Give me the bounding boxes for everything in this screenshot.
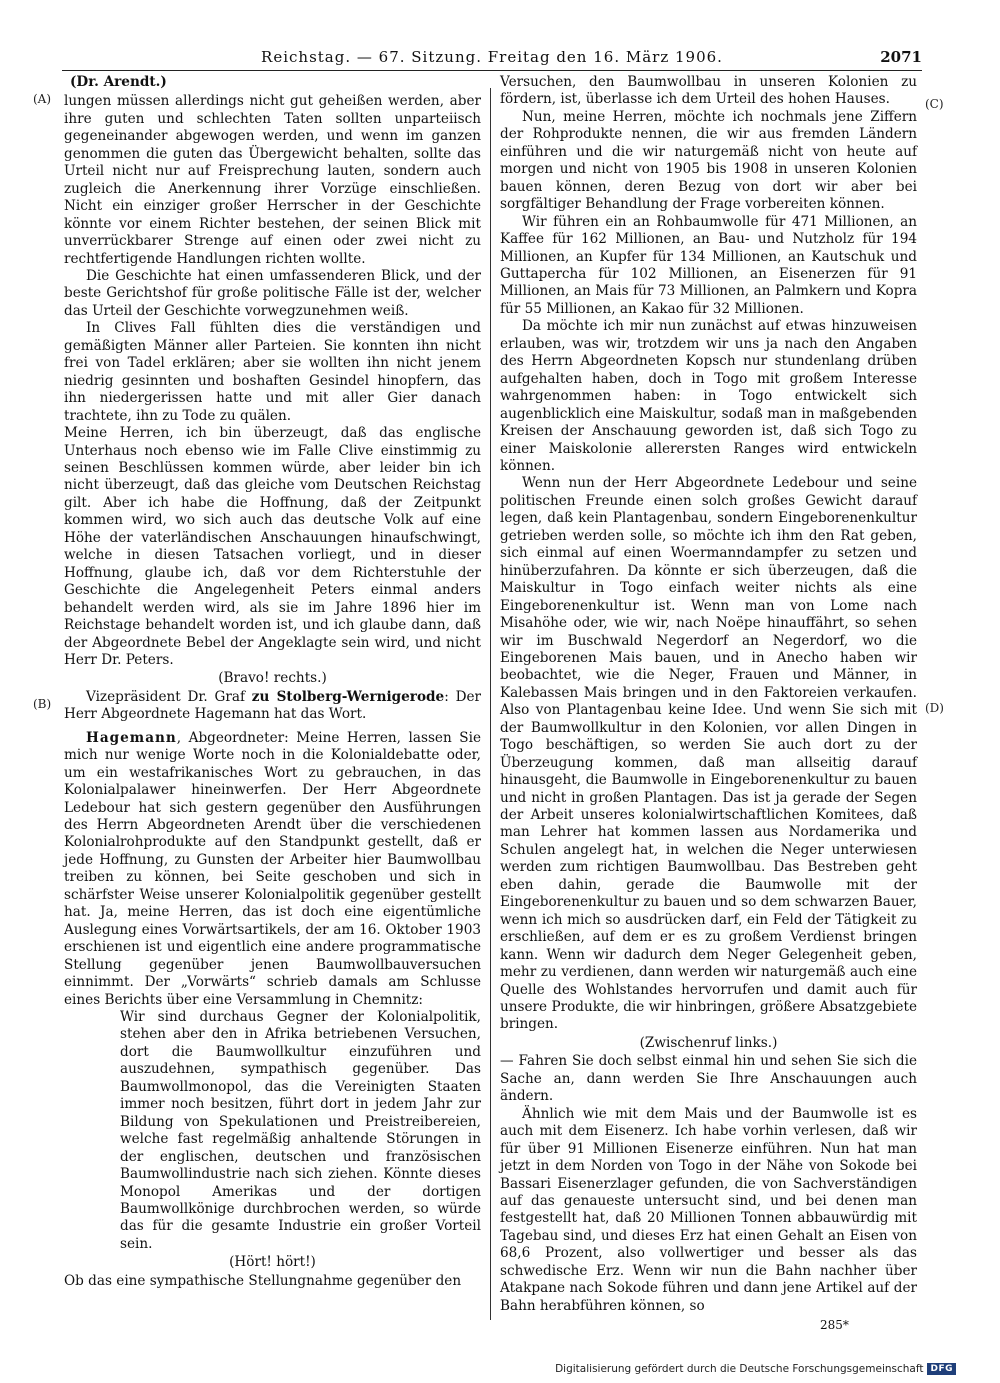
margin-marker-d: (D) [925, 701, 944, 715]
paragraph: Ob das eine sympathische Stellungnahme gegenüber den [64, 1272, 462, 1289]
running-title: Reichstag. — 67. Sitzung. Freitag den 16. März 1906. [261, 48, 723, 66]
vice-president-name: zu Stolberg-Wernigerode [251, 688, 445, 705]
paragraph: In Clives Fall fühlten dies die verständigen und gemäßigten Männer aller Parteien. Sie konnten ihn nicht frei von Tadel erklären; aber sie wollten ihn nicht jenem niedrig gesinnten und boshaften Gesindel hinopfern, das ihn niedergerissen hatte und mit aller Gier danach trachtete, ihn zu Tode zu quälen. [64, 320, 481, 424]
vice-president-text: : Der Herr Abgeordnete Hagemann hat das Wort. [64, 688, 482, 723]
quote-text: Wir sind durchaus Gegner der Kolonialpolitik, stehen aber den in Afrika betriebenen Versuchen, dort die Baumwollkultur einzuführen und auszudehnen, sympathisch gegenüber. Das Baumwollmonopol, das die Vereinigten Staaten immer noch besitzen, führt dort in jedem Jahr zur Bildung von Spekulationen und Preistreibereien, welche fast regelmäßig anhaltende Störungen in der englischen, deutschen und französischen Baumwollindustrie nach sich ziehen. Könnte dieses Monopol Amerikas und der dortigen Baumwollkönige durchbrochen werden, so würde das für die gesamte Industrie ein großer Vorteil sein. [120, 1009, 481, 1252]
paragraph: lungen müssen allerdings nicht gut geheißen werden, aber ihre guten und schlechten Taten sollten unparteiisch gegeneinander abgewogen werden, und wenn im ganzen genommen die guten das Übergewicht behalten, sollte das Urteil nicht nur auf Freisprechung lauten, sondern auch zugleich die Anerkennung ihrer Vorzüge einschließen. Nicht ein einziger großer Herrscher in der Geschichte könnte vor einem Richter bestehen, der seinen Blick mit unverrückbarer Strenge auf einen oder zwei nicht zu rechtfertigende Handlungen richten wollte. [64, 93, 481, 267]
vice-president-prefix: Vizepräsident Dr. Graf [86, 688, 252, 705]
paragraph: Die Geschichte hat einen umfassenderen Blick, und der beste Gerichtshof für große politische Fälle ist der, welcher das Urteil der Geschichte vorwegzunehmen weiß. [64, 267, 481, 319]
block-quote [120, 1009, 481, 1253]
column-divider [490, 88, 491, 1320]
interjection: (Bravo! rechts.) [218, 670, 327, 687]
digitization-footer [555, 1363, 956, 1375]
margin-marker-a: (A) [33, 92, 52, 106]
paragraph: Ähnlich wie mit dem Mais und der Baumwolle ist es auch mit dem Eisenerz. Ich habe vorhin verlesen, daß wir für über 91 Millionen Eisenerze einführen. Nun hat man jetzt in dem Norden von Togo in der Nähe von Sokode bei Bassari Eisenerzlager gefunden, die von Sachverständigen auf das genaueste untersucht sind, und bei denen man festgestellt hat, daß 20 Millionen Tonnen abbauwürdig mit Tagebau sind, und dieses Erz hat einen Gehalt an Eisen von 68,6 Prozent, also vollwertiger und besser als das schwedische Erz. Wenn wir nun die Bahn nachher über Atakpane nach Sokode führen und dann jene Artikel auf der Bahn herabführen können, so [500, 1105, 917, 1314]
paragraph: Versuchen, den Baumwollbau in unseren Kolonien zu fördern, ist, überlasse ich dem Urteil des hohen Hauses. [500, 74, 917, 108]
speaker-paragraph [64, 730, 481, 1009]
margin-marker-b: (B) [33, 697, 52, 711]
speaker-label: (Dr. Arendt.) [70, 74, 167, 90]
interjection: (Zwischenruf links.) [639, 1034, 778, 1051]
right-column [500, 74, 917, 1315]
footer-credit: Digitalisierung gefördert durch die Deutsche Forschungsgemeinschaft [555, 1363, 924, 1375]
speaker-name: Hagemann [86, 729, 177, 746]
dfg-logo-icon: DFG [927, 1363, 956, 1375]
signature-mark: 285* [820, 1318, 849, 1332]
running-header [62, 46, 922, 71]
paragraph: Wir führen ein an Rohbaumwolle für 471 Millionen, an Kaffee für 162 Millionen, an Bau- und Nutzholz für 194 Millionen, an Kupfer für 134 Millionen, an Kautschuk und Guttapercha für 102 Millionen, an Eisenerzen für 91 Millionen, an Mais für 73 Millionen, an Palmkern und Kopra für 55 Millionen, an Kakao für 32 Millionen. [500, 213, 917, 317]
paragraph: Wenn nun der Herr Abgeordnete Ledebour und seine politischen Freunde einen solch großes Gewicht darauf legen, daß kein Plantagenbau, sondern Eingeborenenkultur getrieben werden solle, so möchte ich ihm den Rat geben, sich einmal auf einen Woermanndampfer zu setzen und hinüberzufahren. Da könnte er sich überzeugen, daß die Maiskultur in Togo einfach weiter nichts als eine Eingeborenenkultur ist. Wenn man von Lome nach Misahöhe oder, wie wir, nach Noëpe hinauffährt, so sehen wir im Buschwald Negerdorf an Negerdorf, wo die Eingeborenen Mais bauen, und in Anecho haben wir beobachtet, wie die Neger, Frauen und Männer, in Kalebassen Mais bringen und in den Faktoreien verkaufen. Also von Plantagenbau keine Idee. Und wenn Sie sich mit der Baumwollkultur in den Kolonien, vor allen Dingen in Togo beschäftigen, so werden Sie auch dort zu der Überzeugung kommen, daß man allseitig darauf hinausgeht, die Baumwolle in Eingeborenenkultur zu bauen und nicht in großen Plantagen. Das ist ja gerade der Segen der Arbeit unseres kolonialwirtschaftlichen Komitees, daß man Lehrer hat kommen lassen aus Nordamerika und Schulen angelegt hat, in welchen die Neger unterwiesen werden zum richtigen Baumwollbau. Das Bestreben geht eben dahin, gerade die Baumwolle mit der Eingeborenenkultur zu bauen und so dem schwarzen Bauer, wenn ich mich so ausdrücken darf, ein Feld der Tätigkeit zu erschließen, auf dem er es zu großem Verdienst bringen kann. Wenn wir dadurch dem Neger Gelegenheit geben, mehr zu verdienen, dann werden wir naturgemäß auch eine Quelle des Wohlstandes hervorrufen und damit auch für unsere Produkte, die wir hinbringen, größere Absatzgebiete bringen. [500, 475, 917, 1033]
speech-text: , Abgeordneter: Meine Herren, lassen Sie mich nur wenige Worte noch in die Kolonialdebatte oder, um ein westafrikanisches Wort zu gebrauchen, in das Kolonialpalawer hineinwerfen. Der Herr Abgeordnete Ledebour hat sich gestern gegenüber den Ausführungen des Herrn Abgeordneten Arendt über die verschiedenen Kolonialrohprodukte auf den Standpunkt gestellt, daß er jede Hoffnung, zu Gunsten der Arbeiter hier Baumwollbau treiben zu können, bei Seite geschoben und sich in schärfster Weise unserer Kolonialpolitik gegenüber gestellt hat. Ja, meine Herren, das ist doch eine eigentümliche Auslegung eines Vorwärtsartikels, der am 16. Oktober 1903 erschienen ist und eigentlich eine andere programmatische Stellung gegenüber jenen Baumwollbauversuchen einnimmt. Der „Vorwärts“ schrieb damals am Schlusse eines Berichts über eine Versammlung in Chemnitz: [64, 729, 481, 1008]
paragraph: Meine Herren, ich bin überzeugt, daß das englische Unterhaus noch ebenso wie im Falle Clive einstimmig zu seinen Beschlüssen kommen würde, aber leider bin ich nicht überzeugt, daß das gleiche vom Deutschen Reichstag gilt. Aber ich habe die Hoffnung, daß der Zeitpunkt kommen wird, wo sich auch das deutsche Volk auf eine Höhe der vaterländischen Anschauungen hinaufschwingt, welche in diesen Tatsachen vorliegt, und in dieser Hoffnung, glaube ich, daß vor dem Richterstuhle der Geschichte die Angelegenheit Peters einmal anders behandelt werden wird, als sie im Jahre 1896 hier im Reichstage behandelt worden ist, und ich glaube dann, daß der Abgeordnete Bebel der Angeklagte sein wird, und nicht Herr Dr. Peters. [64, 425, 481, 668]
page-number: 2071 [880, 48, 922, 66]
paragraph: — Fahren Sie doch selbst einmal hin und sehen Sie sich die Sache an, dann werden Sie Ihre Anschauungen auch ändern. [500, 1053, 917, 1105]
paragraph: Da möchte ich mir nun zunächst auf etwas hinzuweisen erlauben, was wir, trotzdem wir uns ja nach den Angaben des Herrn Abgeordneten Kopsch nur stundenlang drüben aufgehalten haben, doch in Togo mit großem Interesse wahrgenommen haben: in Togo entwickelt sich augenblicklich eine Maiskultur, sodaß man in maßgebenden Kreisen der Anschauung geworden ist, daß sich Togo zu einer Maiskolonie allerersten Ranges wird entwickeln können. [500, 318, 917, 474]
margin-marker-c: (C) [925, 97, 944, 111]
speaker-paragraph [64, 689, 481, 724]
interjection: (Hört! hört!) [229, 1254, 316, 1271]
left-column [64, 74, 481, 1290]
paragraph: Nun, meine Herren, möchte ich nochmals jene Ziffern der Rohprodukte nennen, die wir aus fremden Ländern einführen und die wir naturgemäß nicht von heute auf morgen und nicht von 1905 bis 1908 in unseren Kolonien bauen können, deren Bezug von dort wir aber bei sorgfältiger Behandlung der Frage vorbereiten können. [500, 108, 917, 213]
